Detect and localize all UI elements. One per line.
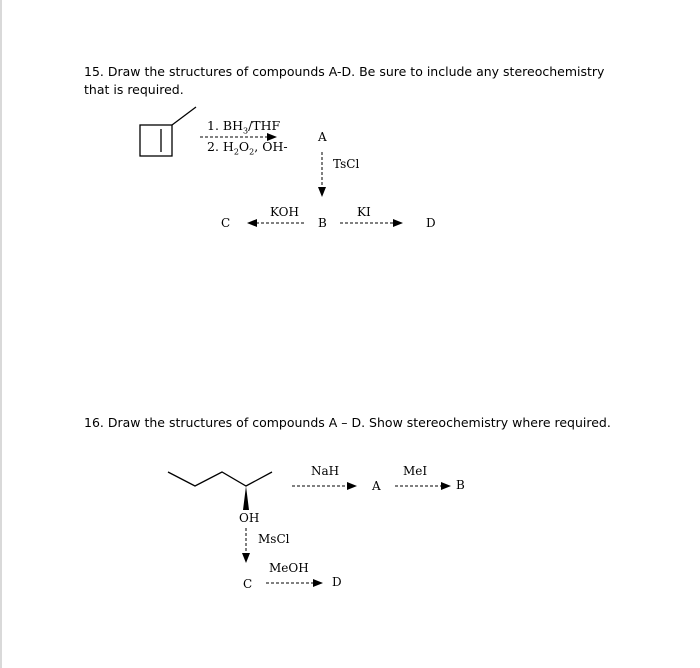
reagent-koh: KOH <box>270 205 299 219</box>
reagent-meoh: MeOH <box>269 561 309 575</box>
reagent-h2o2-oh: 2. $H_2O_2$, OH- <box>207 139 288 157</box>
reagent-ki: KI <box>357 205 371 219</box>
methylenecyclobutane-structure <box>140 107 196 156</box>
compound-b-label-16: B <box>456 478 465 492</box>
compound-c-label-16: C <box>243 577 253 591</box>
reagent-tscl: TsCl <box>333 157 360 171</box>
compound-a-label: A <box>318 130 327 144</box>
compound-d-label-16: D <box>332 575 342 589</box>
compound-a-label-16: A <box>372 479 381 493</box>
reagent-mei: MeI <box>403 464 428 478</box>
compound-b-label: B <box>318 216 327 230</box>
hydroxyl-label: OH <box>239 511 260 525</box>
reagent-nah: NaH <box>311 464 340 478</box>
compound-c-label: C <box>221 216 231 230</box>
compound-d-label: D <box>426 216 436 230</box>
reagent-bh3-thf: 1. $BH_3$/THF <box>207 118 281 136</box>
question-15-prompt: 15. Draw the structures of compounds A-D. Be sure to include any stereochemistry that is required. <box>84 64 605 97</box>
reagent-mscl: MsCl <box>258 532 290 546</box>
question-16-prompt: 16. Draw the structures of compounds A – D. Show stereochemistry where required. <box>84 415 611 430</box>
alcohol-starting-material-structure <box>168 472 272 510</box>
